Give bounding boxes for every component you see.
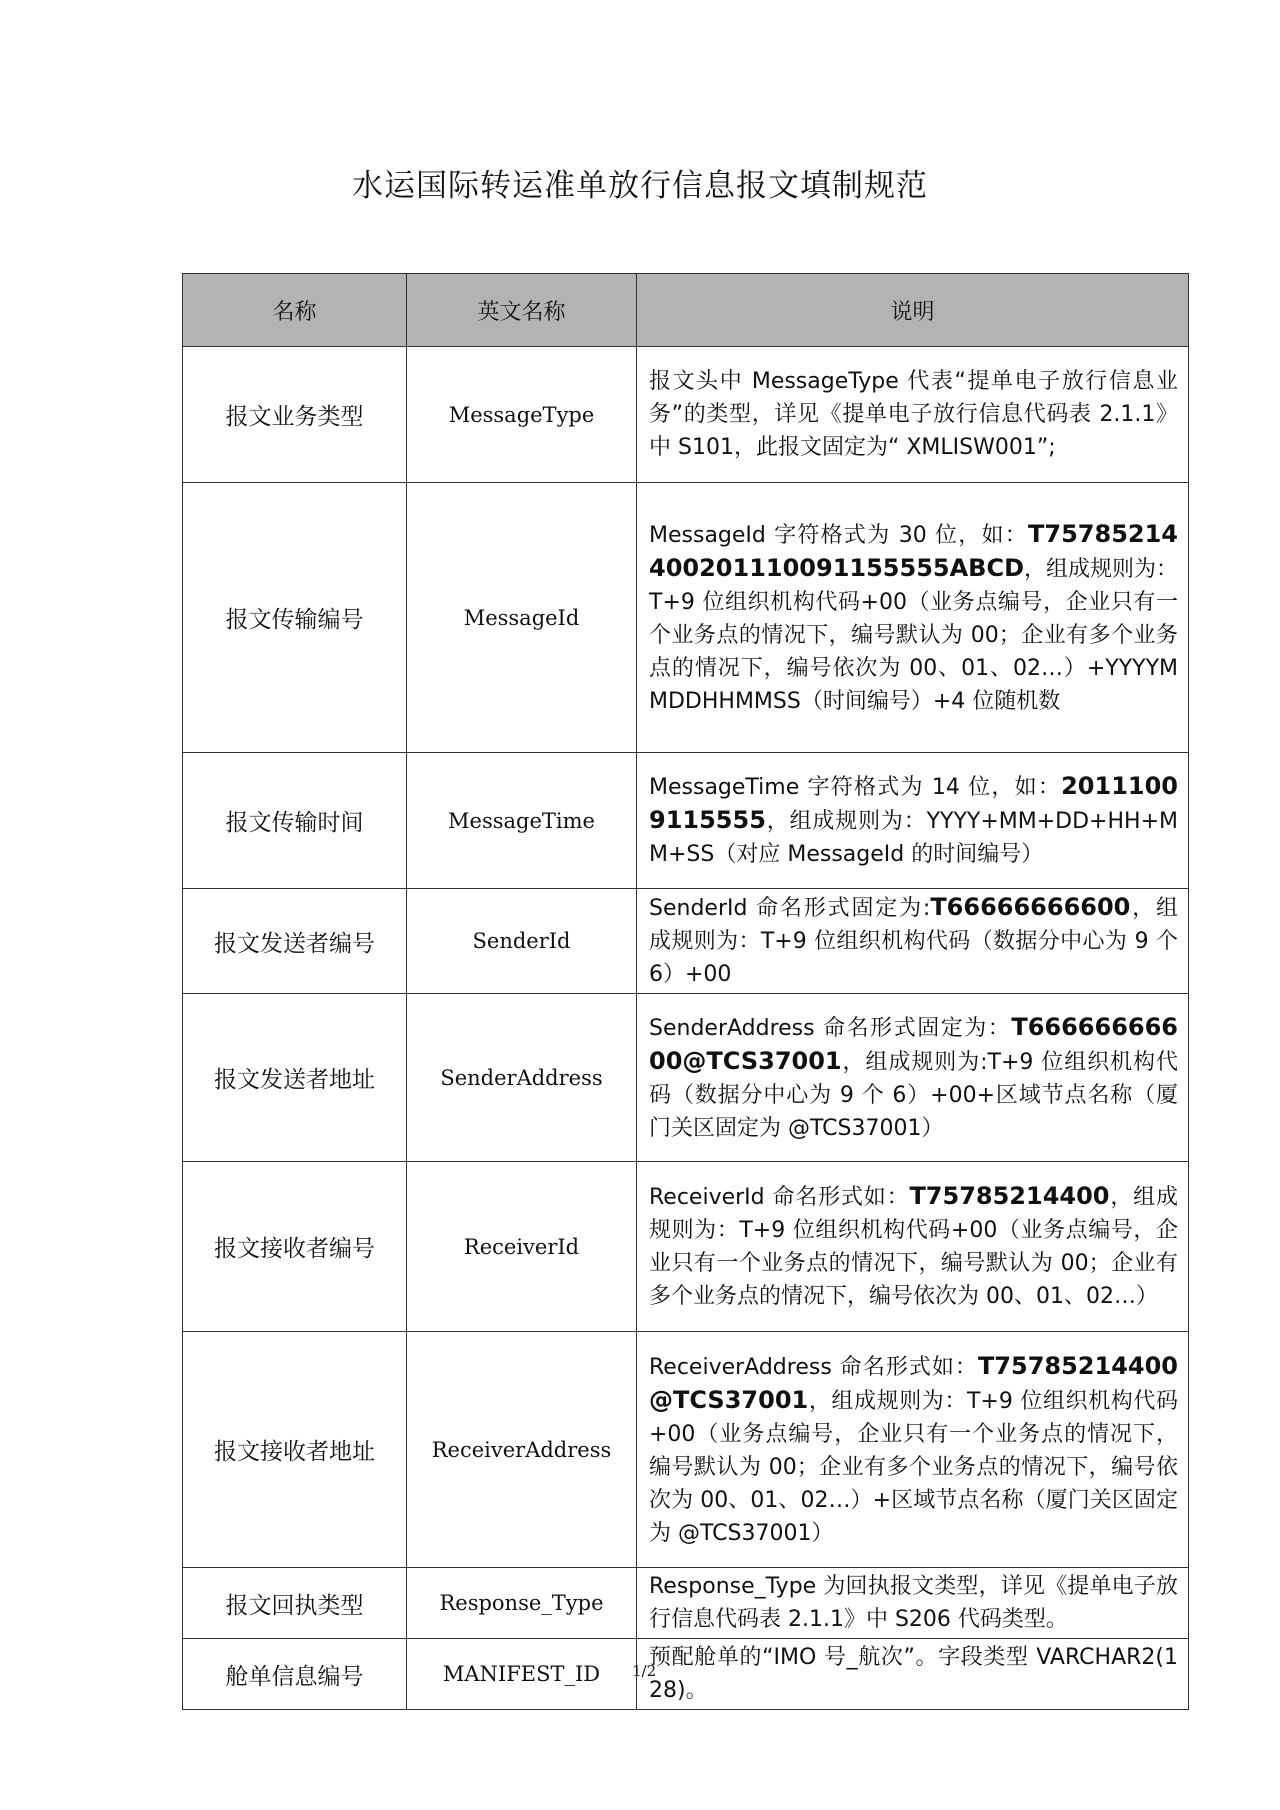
table-row bbox=[183, 889, 1189, 994]
row-en-name: SenderAddress bbox=[407, 994, 637, 1162]
table-row bbox=[183, 1162, 1189, 1332]
row-desc: ReceiverAddress 命名形式如：T75785214400@TCS37001，组成规则为：T+9 位组织机构代码+00（业务点编号，企业只有一个业务点的情况下，编号默认为 00；企业有多个业务点的情况下，编号依次为 00、01、02…）+区域节点名称（厦门关区固定为 @TCS37001） bbox=[637, 1332, 1189, 1568]
row-name: 报文发送者地址 bbox=[183, 994, 407, 1162]
page-title: 水运国际转运准单放行信息报文填制规范 bbox=[352, 168, 928, 204]
row-desc: 预配舱单的“IMO 号_航次”。字段类型 VARCHAR2(128)。 bbox=[637, 1639, 1189, 1710]
row-name: 报文业务类型 bbox=[183, 347, 407, 483]
table-header-row bbox=[183, 274, 1189, 347]
table-row bbox=[183, 1639, 1189, 1710]
row-name: 报文接收者编号 bbox=[183, 1162, 407, 1332]
table-row bbox=[183, 994, 1189, 1162]
row-desc: ReceiverId 命名形式如：T75785214400，组成规则为：T+9 位组织机构代码+00（业务点编号，企业只有一个业务点的情况下，编号默认为 00；企业有多个业务点的情况下，编号依次为 00、01、02…） bbox=[637, 1162, 1189, 1332]
table-row bbox=[183, 753, 1189, 889]
row-en-name: Response_Type bbox=[407, 1568, 637, 1639]
row-desc: SenderAddress 命名形式固定为：T66666666600@TCS37001，组成规则为:T+9 位组织机构代码（数据分中心为 9 个 6）+00+区域节点名称（厦门关区固定为 @TCS37001） bbox=[637, 994, 1189, 1162]
row-name: 报文回执类型 bbox=[183, 1568, 407, 1639]
table-row bbox=[183, 1568, 1189, 1639]
row-name: 舱单信息编号 bbox=[183, 1639, 407, 1710]
row-desc: Response_Type 为回执报文类型，详见《提单电子放行信息代码表 2.1.1》中 S206 代码类型。 bbox=[637, 1568, 1189, 1639]
row-name: 报文传输时间 bbox=[183, 753, 407, 889]
row-en-name: ReceiverAddress bbox=[407, 1332, 637, 1568]
row-en-name: MessageType bbox=[407, 347, 637, 483]
table-row bbox=[183, 347, 1189, 483]
header-name: 名称 bbox=[183, 274, 407, 347]
row-name: 报文传输编号 bbox=[183, 483, 407, 753]
row-desc: MessageTime 字符格式为 14 位，如：20111009115555，组成规则为：YYYY+MM+DD+HH+MM+SS（对应 MessageId 的时间编号） bbox=[637, 753, 1189, 889]
table-row bbox=[183, 483, 1189, 753]
row-desc: SenderId 命名形式固定为:T66666666600，组成规则为：T+9 位组织机构代码（数据分中心为 9 个 6）+00 bbox=[637, 889, 1189, 994]
row-en-name: MANIFEST_ID bbox=[407, 1639, 637, 1710]
table-row bbox=[183, 1332, 1189, 1568]
row-desc: MessageId 字符格式为 30 位，如：T75785214400201110091155555ABCD，组成规则为：T+9 位组织机构代码+00（业务点编号，企业只有一个业务点的情况下，编号默认为 00；企业有多个业务点的情况下，编号依次为 00、01、02…）+YYYYMMDDHHMMSS（时间编号）+4 位随机数 bbox=[637, 483, 1189, 753]
spec-table bbox=[182, 273, 1189, 1710]
row-en-name: MessageId bbox=[407, 483, 637, 753]
row-en-name: ReceiverId bbox=[407, 1162, 637, 1332]
page-number: 1/2 bbox=[632, 1662, 657, 1680]
header-desc: 说明 bbox=[637, 274, 1189, 347]
row-en-name: SenderId bbox=[407, 889, 637, 994]
row-en-name: MessageTime bbox=[407, 753, 637, 889]
header-en-name: 英文名称 bbox=[407, 274, 637, 347]
row-name: 报文发送者编号 bbox=[183, 889, 407, 994]
row-name: 报文接收者地址 bbox=[183, 1332, 407, 1568]
row-desc: 报文头中 MessageType 代表“提单电子放行信息业务”的类型，详见《提单电子放行信息代码表 2.1.1》中 S101，此报文固定为“ XMLISW001”; bbox=[637, 347, 1189, 483]
